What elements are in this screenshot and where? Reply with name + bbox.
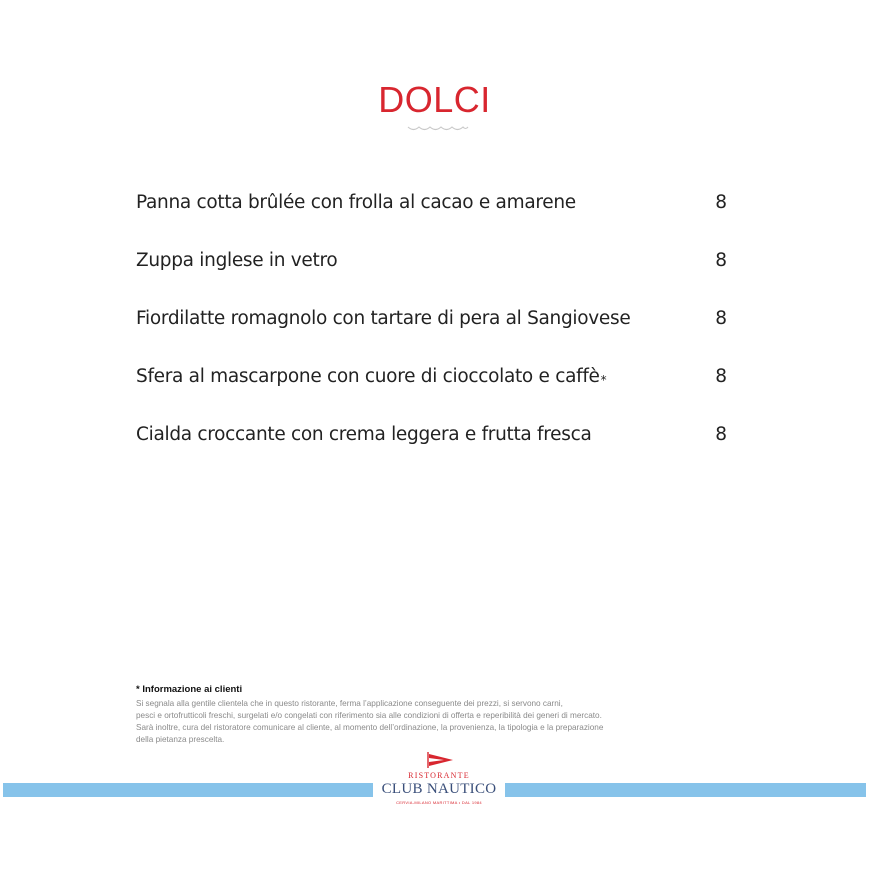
note-text-line: Si segnala alla gentile clientela che in questo ristorante, ferma l’applicazione conseguente dei prezzi, si servono carni, xyxy=(136,699,563,708)
menu-item-price: 8 xyxy=(715,250,727,271)
wave-divider-icon xyxy=(407,121,469,133)
footer-band-left xyxy=(3,783,373,797)
menu-item-name: Cialda croccante con crema leggera e frutta fresca xyxy=(136,424,592,445)
footer-band-right xyxy=(505,783,866,797)
menu-item xyxy=(136,190,730,248)
note-text-line: Sarà inoltre, cura del ristoratore comunicare al cliente, al momento dell’ordinazione, la provenienza, la tipologia e la preparazione xyxy=(136,723,604,732)
logo-subtitle: RISTORANTE xyxy=(408,771,470,780)
note-text-line: pesci e ortofrutticoli freschi, surgelati e/o congelati con riferimento sia alle condizioni di offerta e reperibilità dei generi di mercato. xyxy=(136,711,602,720)
restaurant-logo xyxy=(373,752,505,810)
menu-item-name: Panna cotta brûlée con frolla al cacao e amarene xyxy=(136,192,576,213)
menu-item xyxy=(136,306,730,364)
allergen-note-marker: * xyxy=(600,373,607,387)
logo-tagline: CERVIA-MILANO MARITTIMA • DAL 1984 xyxy=(396,800,482,805)
menu-item-price: 8 xyxy=(715,192,727,213)
customer-information-note xyxy=(136,683,736,746)
nautical-flag-icon xyxy=(426,752,454,768)
note-title: * Informazione ai clienti xyxy=(136,684,243,695)
dessert-menu-list xyxy=(136,190,730,480)
menu-item xyxy=(136,422,730,480)
page-title: DOLCI xyxy=(378,79,491,120)
logo-name: CLUB NAUTICO xyxy=(381,781,497,797)
menu-item-name: Zuppa inglese in vetro xyxy=(136,250,338,271)
menu-item-price: 8 xyxy=(715,308,727,329)
menu-item-name: Sfera al mascarpone con cuore di cioccolato e caffè* xyxy=(136,366,607,387)
menu-item-price: 8 xyxy=(715,366,727,387)
note-text-line: della pietanza prescelta. xyxy=(136,735,225,744)
menu-item xyxy=(136,248,730,306)
menu-item-name: Fiordilatte romagnolo con tartare di pera al Sangiovese xyxy=(136,308,631,329)
menu-item-price: 8 xyxy=(715,424,727,445)
menu-item xyxy=(136,364,730,422)
